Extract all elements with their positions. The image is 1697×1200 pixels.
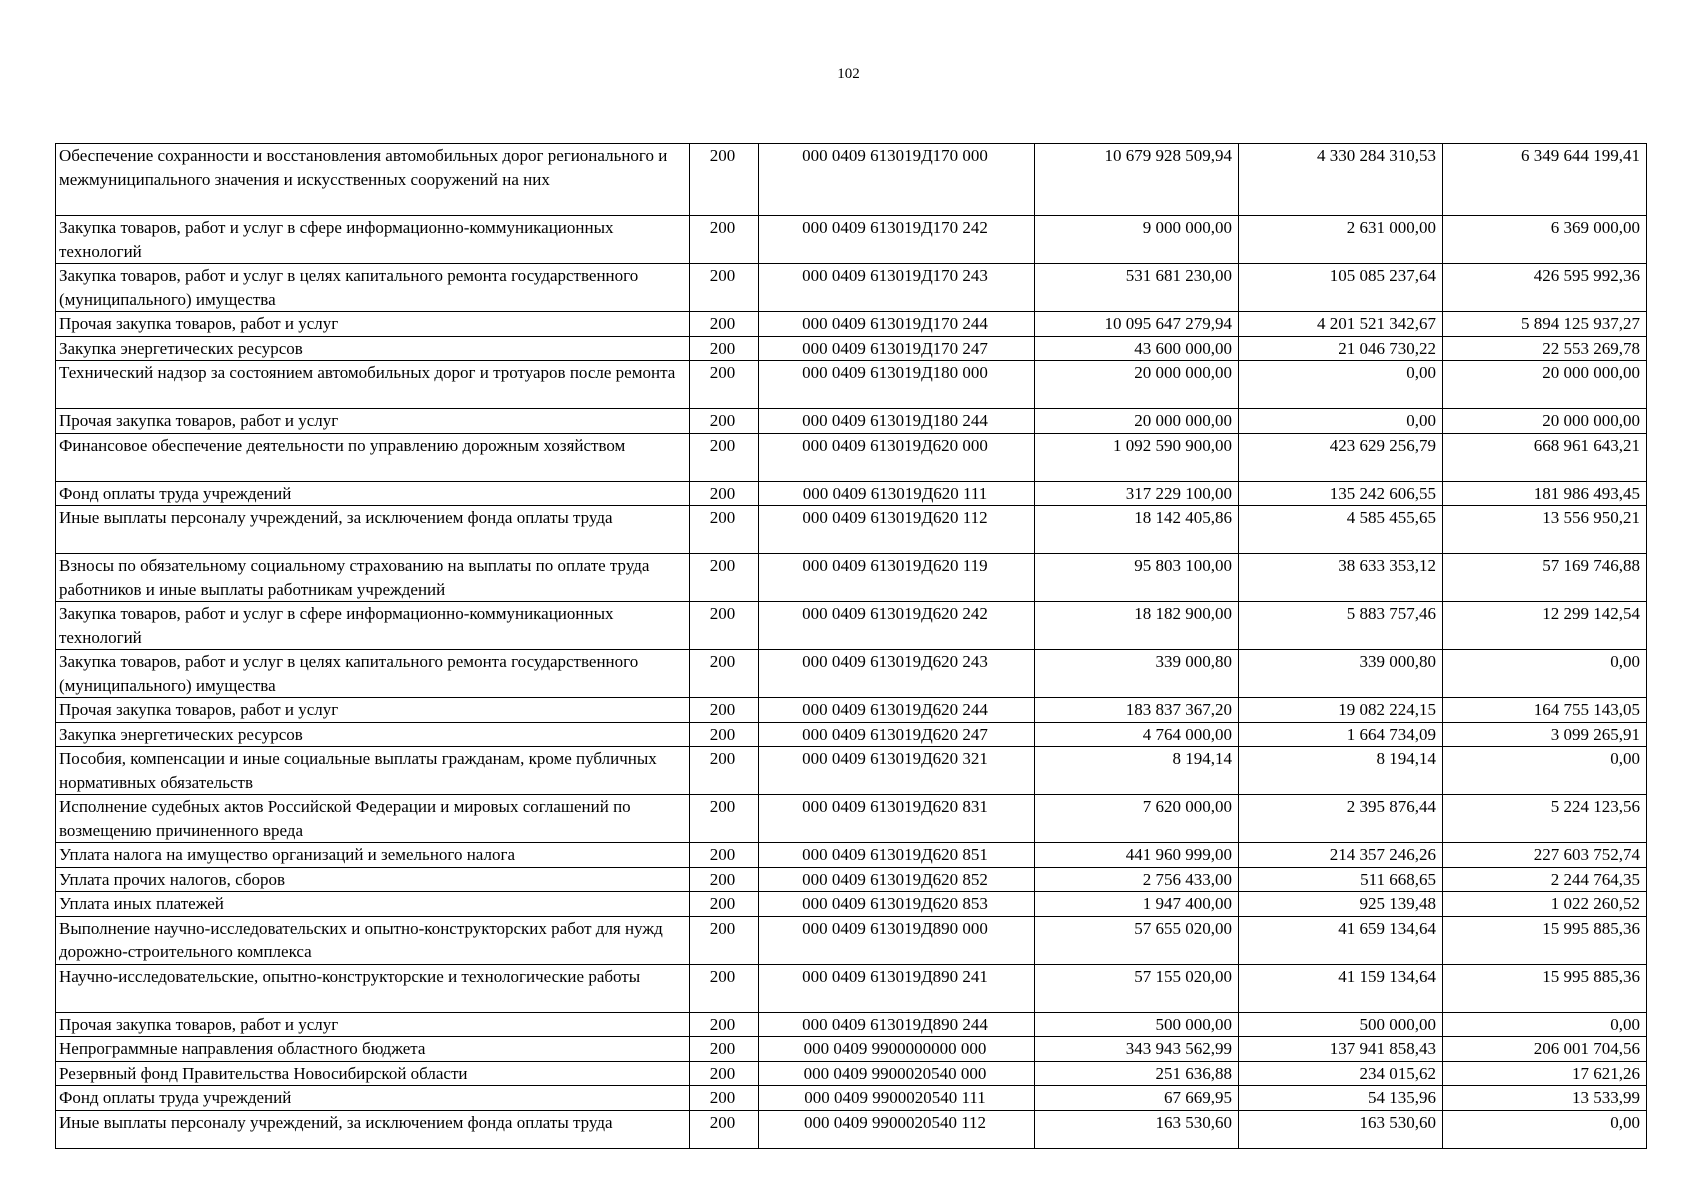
cell-budget-classification-code: 000 0409 613019Д170 244	[759, 312, 1035, 337]
cell-executed-amount: 2 631 000,00	[1239, 216, 1443, 264]
cell-unexecuted-amount: 17 621,26	[1443, 1061, 1647, 1086]
cell-line-code: 200	[690, 554, 759, 602]
table-row	[56, 336, 1647, 361]
cell-budget-classification-code: 000 0409 613019Д890 000	[759, 916, 1035, 964]
cell-unexecuted-amount: 668 961 643,21	[1443, 433, 1647, 481]
cell-line-code: 200	[690, 506, 759, 554]
cell-name: Прочая закупка товаров, работ и услуг	[56, 312, 690, 337]
cell-budget-classification-code: 000 0409 613019Д170 000	[759, 144, 1035, 216]
cell-approved-amount: 20 000 000,00	[1035, 409, 1239, 434]
cell-name: Закупка товаров, работ и услуг в сфере информационно-коммуникационных технологий	[56, 216, 690, 264]
cell-executed-amount: 8 194,14	[1239, 747, 1443, 795]
cell-unexecuted-amount: 13 556 950,21	[1443, 506, 1647, 554]
cell-executed-amount: 21 046 730,22	[1239, 336, 1443, 361]
cell-line-code: 200	[690, 698, 759, 723]
cell-executed-amount: 4 201 521 342,67	[1239, 312, 1443, 337]
cell-approved-amount: 10 679 928 509,94	[1035, 144, 1239, 216]
table-row	[56, 216, 1647, 264]
cell-budget-classification-code: 000 0409 613019Д620 853	[759, 892, 1035, 917]
table-row	[56, 312, 1647, 337]
cell-name: Уплата прочих налогов, сборов	[56, 867, 690, 892]
table-row	[56, 916, 1647, 964]
table-row	[56, 602, 1647, 650]
cell-line-code: 200	[690, 1061, 759, 1086]
budget-execution-table	[55, 143, 1647, 1149]
cell-name: Финансовое обеспечение деятельности по управлению дорожным хозяйством	[56, 433, 690, 481]
cell-name: Резервный фонд Правительства Новосибирской области	[56, 1061, 690, 1086]
cell-executed-amount: 1 664 734,09	[1239, 722, 1443, 747]
cell-name: Исполнение судебных актов Российской Федерации и мировых соглашений по возмещению причиненного вреда	[56, 795, 690, 843]
cell-approved-amount: 57 655 020,00	[1035, 916, 1239, 964]
table-row	[56, 554, 1647, 602]
cell-line-code: 200	[690, 867, 759, 892]
cell-budget-classification-code: 000 0409 613019Д180 000	[759, 361, 1035, 409]
cell-budget-classification-code: 000 0409 613019Д620 119	[759, 554, 1035, 602]
cell-approved-amount: 339 000,80	[1035, 650, 1239, 698]
cell-unexecuted-amount: 1 022 260,52	[1443, 892, 1647, 917]
cell-line-code: 200	[690, 1086, 759, 1111]
cell-approved-amount: 1 947 400,00	[1035, 892, 1239, 917]
cell-executed-amount: 4 585 455,65	[1239, 506, 1443, 554]
cell-budget-classification-code: 000 0409 613019Д170 243	[759, 264, 1035, 312]
cell-executed-amount: 511 668,65	[1239, 867, 1443, 892]
cell-approved-amount: 531 681 230,00	[1035, 264, 1239, 312]
table-row	[56, 481, 1647, 506]
cell-name: Закупка энергетических ресурсов	[56, 336, 690, 361]
cell-line-code: 200	[690, 722, 759, 747]
cell-executed-amount: 137 941 858,43	[1239, 1037, 1443, 1062]
page-number: 102	[837, 66, 860, 82]
cell-budget-classification-code: 000 0409 9900000000 000	[759, 1037, 1035, 1062]
table-row	[56, 867, 1647, 892]
cell-unexecuted-amount: 20 000 000,00	[1443, 409, 1647, 434]
cell-unexecuted-amount: 5 894 125 937,27	[1443, 312, 1647, 337]
cell-line-code: 200	[690, 843, 759, 868]
table-row	[56, 1110, 1647, 1148]
cell-name: Закупка товаров, работ и услуг в целях капитального ремонта государственного (муниципального) имущества	[56, 264, 690, 312]
cell-budget-classification-code: 000 0409 613019Д620 247	[759, 722, 1035, 747]
cell-unexecuted-amount: 0,00	[1443, 747, 1647, 795]
cell-name: Закупка энергетических ресурсов	[56, 722, 690, 747]
cell-unexecuted-amount: 5 224 123,56	[1443, 795, 1647, 843]
cell-budget-classification-code: 000 0409 613019Д890 241	[759, 964, 1035, 1012]
cell-line-code: 200	[690, 361, 759, 409]
cell-unexecuted-amount: 426 595 992,36	[1443, 264, 1647, 312]
cell-name: Научно-исследовательские, опытно-конструкторские и технологические работы	[56, 964, 690, 1012]
cell-unexecuted-amount: 20 000 000,00	[1443, 361, 1647, 409]
cell-line-code: 200	[690, 1110, 759, 1148]
table-row	[56, 1037, 1647, 1062]
cell-line-code: 200	[690, 747, 759, 795]
cell-name: Технический надзор за состоянием автомобильных дорог и тротуаров после ремонта	[56, 361, 690, 409]
table-row	[56, 433, 1647, 481]
cell-name: Прочая закупка товаров, работ и услуг	[56, 698, 690, 723]
cell-executed-amount: 339 000,80	[1239, 650, 1443, 698]
cell-approved-amount: 20 000 000,00	[1035, 361, 1239, 409]
cell-executed-amount: 423 629 256,79	[1239, 433, 1443, 481]
cell-line-code: 200	[690, 433, 759, 481]
cell-line-code: 200	[690, 144, 759, 216]
cell-name: Закупка товаров, работ и услуг в сфере информационно-коммуникационных технологий	[56, 602, 690, 650]
table-row	[56, 722, 1647, 747]
cell-approved-amount: 18 182 900,00	[1035, 602, 1239, 650]
cell-name: Выполнение научно-исследовательских и опытно-конструкторских работ для нужд дорожно-строительного комплекса	[56, 916, 690, 964]
table-row	[56, 892, 1647, 917]
table-row	[56, 747, 1647, 795]
cell-approved-amount: 2 756 433,00	[1035, 867, 1239, 892]
cell-budget-classification-code: 000 0409 613019Д890 244	[759, 1012, 1035, 1037]
cell-line-code: 200	[690, 795, 759, 843]
cell-line-code: 200	[690, 312, 759, 337]
cell-budget-classification-code: 000 0409 613019Д620 111	[759, 481, 1035, 506]
cell-unexecuted-amount: 0,00	[1443, 1110, 1647, 1148]
cell-line-code: 200	[690, 964, 759, 1012]
table-row	[56, 506, 1647, 554]
cell-executed-amount: 41 159 134,64	[1239, 964, 1443, 1012]
cell-budget-classification-code: 000 0409 613019Д620 831	[759, 795, 1035, 843]
cell-executed-amount: 214 357 246,26	[1239, 843, 1443, 868]
cell-approved-amount: 95 803 100,00	[1035, 554, 1239, 602]
cell-line-code: 200	[690, 481, 759, 506]
cell-approved-amount: 18 142 405,86	[1035, 506, 1239, 554]
cell-approved-amount: 343 943 562,99	[1035, 1037, 1239, 1062]
cell-name: Уплата налога на имущество организаций и земельного налога	[56, 843, 690, 868]
cell-unexecuted-amount: 3 099 265,91	[1443, 722, 1647, 747]
cell-budget-classification-code: 000 0409 613019Д620 112	[759, 506, 1035, 554]
cell-budget-classification-code: 000 0409 613019Д620 321	[759, 747, 1035, 795]
cell-approved-amount: 57 155 020,00	[1035, 964, 1239, 1012]
cell-executed-amount: 925 139,48	[1239, 892, 1443, 917]
table-row	[56, 650, 1647, 698]
cell-approved-amount: 9 000 000,00	[1035, 216, 1239, 264]
cell-unexecuted-amount: 6 349 644 199,41	[1443, 144, 1647, 216]
table-row	[56, 361, 1647, 409]
cell-executed-amount: 0,00	[1239, 361, 1443, 409]
cell-budget-classification-code: 000 0409 613019Д620 852	[759, 867, 1035, 892]
table-row	[56, 1086, 1647, 1111]
cell-name: Прочая закупка товаров, работ и услуг	[56, 409, 690, 434]
cell-executed-amount: 2 395 876,44	[1239, 795, 1443, 843]
cell-budget-classification-code: 000 0409 613019Д170 242	[759, 216, 1035, 264]
cell-unexecuted-amount: 13 533,99	[1443, 1086, 1647, 1111]
cell-executed-amount: 19 082 224,15	[1239, 698, 1443, 723]
cell-executed-amount: 0,00	[1239, 409, 1443, 434]
cell-line-code: 200	[690, 650, 759, 698]
cell-line-code: 200	[690, 916, 759, 964]
cell-executed-amount: 135 242 606,55	[1239, 481, 1443, 506]
table-row	[56, 144, 1647, 216]
cell-budget-classification-code: 000 0409 613019Д180 244	[759, 409, 1035, 434]
cell-executed-amount: 54 135,96	[1239, 1086, 1443, 1111]
cell-executed-amount: 41 659 134,64	[1239, 916, 1443, 964]
cell-name: Иные выплаты персоналу учреждений, за исключением фонда оплаты труда	[56, 506, 690, 554]
cell-budget-classification-code: 000 0409 613019Д620 244	[759, 698, 1035, 723]
cell-budget-classification-code: 000 0409 613019Д170 247	[759, 336, 1035, 361]
cell-executed-amount: 234 015,62	[1239, 1061, 1443, 1086]
cell-name: Прочая закупка товаров, работ и услуг	[56, 1012, 690, 1037]
cell-line-code: 200	[690, 1037, 759, 1062]
cell-executed-amount: 4 330 284 310,53	[1239, 144, 1443, 216]
cell-name: Уплата иных платежей	[56, 892, 690, 917]
cell-approved-amount: 163 530,60	[1035, 1110, 1239, 1148]
table-row	[56, 698, 1647, 723]
cell-unexecuted-amount: 181 986 493,45	[1443, 481, 1647, 506]
cell-unexecuted-amount: 206 001 704,56	[1443, 1037, 1647, 1062]
cell-name: Взносы по обязательному социальному страхованию на выплаты по оплате труда работников и иные выплаты работникам учреждений	[56, 554, 690, 602]
cell-approved-amount: 67 669,95	[1035, 1086, 1239, 1111]
cell-approved-amount: 43 600 000,00	[1035, 336, 1239, 361]
cell-budget-classification-code: 000 0409 613019Д620 000	[759, 433, 1035, 481]
cell-approved-amount: 4 764 000,00	[1035, 722, 1239, 747]
cell-name: Пособия, компенсации и иные социальные выплаты гражданам, кроме публичных нормативных обязательств	[56, 747, 690, 795]
cell-budget-classification-code: 000 0409 613019Д620 242	[759, 602, 1035, 650]
cell-budget-classification-code: 000 0409 613019Д620 851	[759, 843, 1035, 868]
cell-name: Непрограммные направления областного бюджета	[56, 1037, 690, 1062]
cell-approved-amount: 1 092 590 900,00	[1035, 433, 1239, 481]
cell-executed-amount: 5 883 757,46	[1239, 602, 1443, 650]
table-row	[56, 964, 1647, 1012]
cell-name: Фонд оплаты труда учреждений	[56, 481, 690, 506]
cell-unexecuted-amount: 164 755 143,05	[1443, 698, 1647, 723]
cell-executed-amount: 163 530,60	[1239, 1110, 1443, 1148]
cell-name: Фонд оплаты труда учреждений	[56, 1086, 690, 1111]
table-row	[56, 843, 1647, 868]
cell-line-code: 200	[690, 1012, 759, 1037]
cell-approved-amount: 500 000,00	[1035, 1012, 1239, 1037]
table-row	[56, 795, 1647, 843]
cell-unexecuted-amount: 0,00	[1443, 650, 1647, 698]
cell-executed-amount: 500 000,00	[1239, 1012, 1443, 1037]
cell-budget-classification-code: 000 0409 613019Д620 243	[759, 650, 1035, 698]
cell-name: Обеспечение сохранности и восстановления автомобильных дорог регионального и межмуниципального значения и искусственных сооружений на них	[56, 144, 690, 216]
cell-unexecuted-amount: 22 553 269,78	[1443, 336, 1647, 361]
cell-unexecuted-amount: 227 603 752,74	[1443, 843, 1647, 868]
cell-unexecuted-amount: 6 369 000,00	[1443, 216, 1647, 264]
cell-budget-classification-code: 000 0409 9900020540 112	[759, 1110, 1035, 1148]
cell-approved-amount: 441 960 999,00	[1035, 843, 1239, 868]
cell-approved-amount: 10 095 647 279,94	[1035, 312, 1239, 337]
table-row	[56, 409, 1647, 434]
cell-name: Закупка товаров, работ и услуг в целях капитального ремонта государственного (муниципального) имущества	[56, 650, 690, 698]
cell-budget-classification-code: 000 0409 9900020540 000	[759, 1061, 1035, 1086]
cell-executed-amount: 38 633 353,12	[1239, 554, 1443, 602]
cell-line-code: 200	[690, 336, 759, 361]
cell-line-code: 200	[690, 892, 759, 917]
cell-executed-amount: 105 085 237,64	[1239, 264, 1443, 312]
cell-unexecuted-amount: 0,00	[1443, 1012, 1647, 1037]
table-row	[56, 1061, 1647, 1086]
cell-line-code: 200	[690, 409, 759, 434]
cell-unexecuted-amount: 57 169 746,88	[1443, 554, 1647, 602]
table-row	[56, 1012, 1647, 1037]
cell-line-code: 200	[690, 216, 759, 264]
table-body	[56, 144, 1647, 1149]
cell-budget-classification-code: 000 0409 9900020540 111	[759, 1086, 1035, 1111]
cell-approved-amount: 7 620 000,00	[1035, 795, 1239, 843]
cell-unexecuted-amount: 2 244 764,35	[1443, 867, 1647, 892]
cell-approved-amount: 251 636,88	[1035, 1061, 1239, 1086]
cell-name: Иные выплаты персоналу учреждений, за исключением фонда оплаты труда	[56, 1110, 690, 1148]
cell-line-code: 200	[690, 264, 759, 312]
cell-approved-amount: 317 229 100,00	[1035, 481, 1239, 506]
cell-line-code: 200	[690, 602, 759, 650]
cell-unexecuted-amount: 12 299 142,54	[1443, 602, 1647, 650]
cell-unexecuted-amount: 15 995 885,36	[1443, 916, 1647, 964]
table-row	[56, 264, 1647, 312]
cell-approved-amount: 183 837 367,20	[1035, 698, 1239, 723]
cell-unexecuted-amount: 15 995 885,36	[1443, 964, 1647, 1012]
cell-approved-amount: 8 194,14	[1035, 747, 1239, 795]
